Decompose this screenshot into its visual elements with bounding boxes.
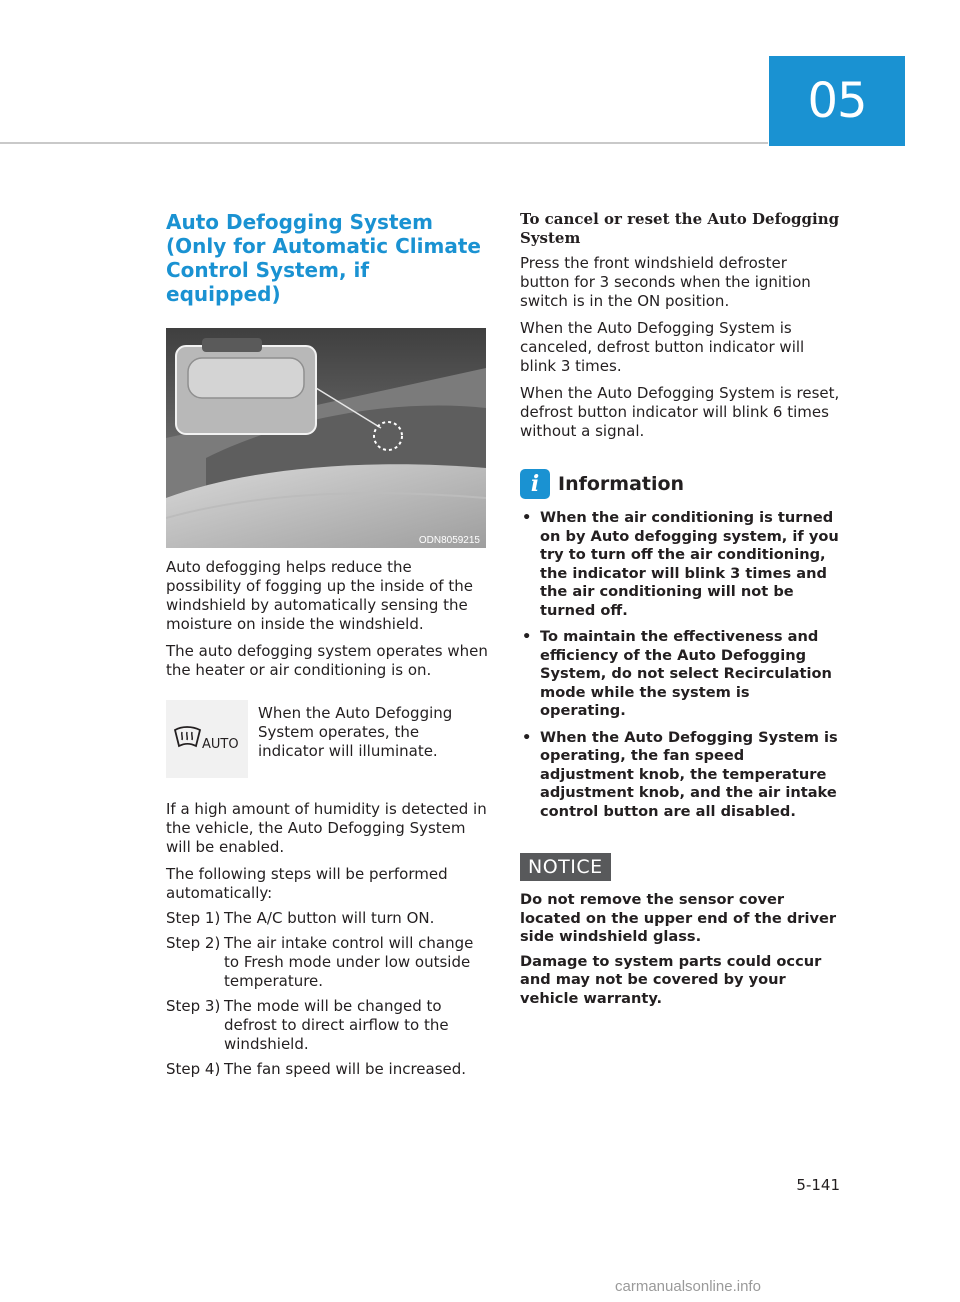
information-list [520, 509, 840, 821]
information-bullet: • When the air conditioning is turned on by Auto defogging system, if you try to turn off the air conditioning, the indicator will blink 3 times and the air conditioning will not be turned off. [522, 509, 839, 619]
section-title: Auto Defogging System (Only for Automatic Climate Control System, if equipped) [166, 210, 481, 306]
left-column [166, 210, 488, 1079]
paragraph: When the Auto Defogging System is reset, defrost button indicator will blink 6 times without a signal. [520, 384, 840, 440]
page-number: 5-141 [796, 1176, 840, 1194]
step-label: Step 1) [166, 909, 221, 927]
step-item [166, 934, 488, 991]
information-bullet: • When the Auto Defogging System is operating, the fan speed adjustment knob, the temperature adjustment knob, and the air intake control button are all disabled. [522, 728, 838, 820]
notice-text: Damage to system parts could occur and may not be covered by your vehicle warranty. [520, 952, 822, 1007]
information-title: Information [558, 473, 685, 495]
notice-label: NOTICE [520, 853, 611, 881]
step-text: The A/C button will turn ON. [224, 909, 435, 927]
step-label: Step 4) [166, 1060, 221, 1078]
defrost-auto-icon [172, 724, 242, 754]
paragraph: Press the front windshield defroster button for 3 seconds when the ignition switch is in the ON position. [520, 254, 811, 310]
paragraph: If a high amount of humidity is detected in the vehicle, the Auto Defogging System will be enabled. [166, 800, 487, 856]
step-label: Step 2) [166, 934, 221, 952]
information-header [520, 469, 840, 499]
step-item [166, 1060, 488, 1079]
car-windshield-illustration [166, 328, 486, 548]
step-text: The mode will be changed to defrost to direct airflow to the windshield. [224, 997, 449, 1053]
steps-list [166, 909, 488, 1079]
indicator-row [166, 700, 488, 778]
step-text: The air intake control will change to Fresh mode under low outside temperature. [224, 934, 474, 990]
windshield-sensor-figure [166, 328, 486, 548]
paragraph: Auto defogging helps reduce the possibility of fogging up the inside of the windshield by automatically sensing the moisture on inside the windshield. [166, 558, 473, 633]
paragraph: The following steps will be performed automatically: [166, 865, 448, 902]
auto-defog-indicator-icon [166, 700, 248, 778]
chapter-tab: 05 [769, 56, 905, 146]
notice-text: Do not remove the sensor cover located on the upper end of the driver side windshield glass. [520, 891, 837, 945]
step-text: The fan speed will be increased. [224, 1060, 467, 1078]
cancel-reset-heading: To cancel or reset the Auto Defogging System [520, 210, 840, 247]
right-column [520, 210, 840, 1008]
step-label: Step 3) [166, 997, 221, 1015]
indicator-text: When the Auto Defogging System operates, the indicator will illuminate. [258, 704, 453, 760]
paragraph: When the Auto Defogging System is canceled, defrost button indicator will blink 3 times. [520, 319, 805, 375]
information-bullet: • To maintain the effectiveness and efficiency of the Auto Defogging System, do not select Recirculation mode while the system is operating. [522, 628, 832, 719]
paragraph: The auto defogging system operates when the heater or air conditioning is on. [166, 642, 488, 679]
information-icon: i [520, 469, 550, 499]
indicator-auto-label: AUTO [202, 737, 239, 752]
figure-code: ODN8059215 [418, 535, 480, 546]
watermark: carmanualsonline.info [615, 1278, 761, 1295]
step-item [166, 997, 488, 1054]
step-item [166, 909, 488, 928]
header-rule [0, 142, 768, 144]
